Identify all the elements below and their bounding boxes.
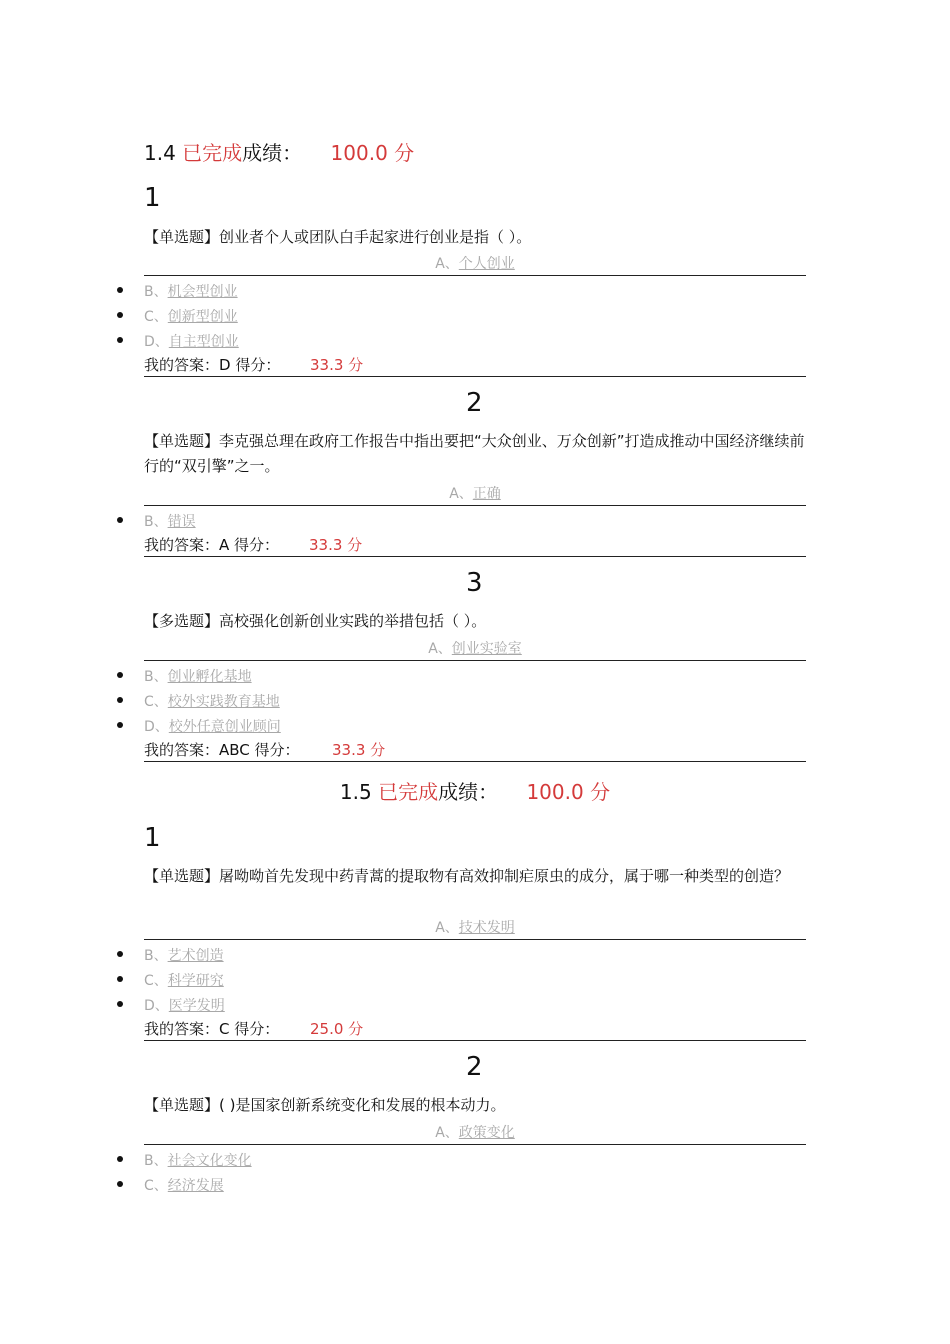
option-text: 技术发明 — [458, 920, 515, 936]
divider — [144, 1144, 806, 1145]
question-text: 【单选题】( )是国家创新系统变化和发展的根本动力。 — [144, 1096, 506, 1114]
option-letter: A、 — [435, 256, 459, 272]
section-number: 1.5 — [339, 780, 372, 804]
option-a[interactable] — [144, 917, 806, 937]
option-text: 政策变化 — [458, 1125, 515, 1141]
option-letter: C、 — [144, 1178, 168, 1194]
option-c[interactable] — [144, 691, 280, 711]
section-grade: 100.0 分 — [330, 141, 415, 165]
question-number: 2 — [466, 388, 483, 418]
answer-points: 33.3 分 — [309, 536, 363, 554]
bullet-icon — [117, 1001, 123, 1007]
divider — [144, 761, 806, 762]
bullet-icon — [117, 287, 123, 293]
option-b[interactable] — [144, 281, 238, 301]
question-number: 3 — [466, 568, 483, 598]
option-text: 错误 — [167, 514, 196, 530]
section-status: 已完成 — [378, 780, 439, 804]
option-letter: B、 — [144, 1153, 168, 1169]
divider — [144, 939, 806, 940]
option-b[interactable] — [144, 666, 252, 686]
section-grade: 100.0 分 — [526, 780, 611, 804]
option-b[interactable] — [144, 945, 224, 965]
option-text: 创新型创业 — [167, 309, 238, 325]
answer-points: 25.0 分 — [310, 1020, 364, 1038]
bullet-icon — [117, 672, 123, 678]
option-letter: A、 — [435, 1125, 459, 1141]
option-text: 艺术创造 — [167, 948, 224, 964]
divider — [144, 1040, 806, 1041]
question-text: 【单选题】屠呦呦首先发现中药青蒿的提取物有高效抑制疟原虫的成分，属于哪一种类型的创造？ — [144, 867, 790, 885]
bullet-icon — [117, 951, 123, 957]
option-a[interactable] — [144, 253, 806, 273]
divider — [144, 376, 806, 377]
divider — [144, 556, 806, 557]
option-d[interactable] — [144, 716, 281, 736]
option-letter: C、 — [144, 973, 168, 989]
answer-label: 我的答案：A 得分： — [144, 536, 280, 554]
option-b[interactable] — [144, 1150, 252, 1170]
divider — [144, 660, 806, 661]
grade-label: 成绩： — [242, 141, 303, 165]
option-text: 社会文化变化 — [167, 1153, 252, 1169]
question-text: 【单选题】创业者个人或团队白手起家进行创业是指（ ）。 — [144, 228, 532, 246]
option-text: 正确 — [472, 486, 501, 502]
bullet-icon — [117, 312, 123, 318]
divider — [144, 505, 806, 506]
option-text: 创业实验室 — [451, 641, 522, 657]
section-status: 已完成 — [182, 141, 243, 165]
bullet-icon — [117, 976, 123, 982]
section-number: 1.4 — [144, 141, 176, 165]
bullet-icon — [117, 517, 123, 523]
divider — [144, 275, 806, 276]
my-answer — [144, 354, 444, 375]
answer-label: 我的答案：ABC 得分： — [144, 741, 300, 759]
answer-points: 33.3 分 — [310, 356, 364, 374]
bullet-icon — [117, 697, 123, 703]
option-letter: C、 — [144, 309, 168, 325]
option-letter: B、 — [144, 669, 168, 685]
option-letter: B、 — [144, 514, 168, 530]
my-answer — [144, 1018, 444, 1039]
option-letter: D、 — [144, 334, 169, 350]
my-answer — [144, 534, 444, 555]
grade-label: 成绩： — [438, 780, 499, 804]
option-c[interactable] — [144, 970, 224, 990]
question-number: 2 — [466, 1052, 483, 1082]
bullet-icon — [117, 722, 123, 728]
option-c[interactable] — [144, 306, 238, 326]
bullet-icon — [117, 1156, 123, 1162]
answer-label: 我的答案：C 得分： — [144, 1020, 280, 1038]
option-text: 医学发明 — [168, 998, 225, 1014]
option-a[interactable] — [144, 638, 806, 658]
option-text: 自主型创业 — [168, 334, 239, 350]
section-1-5-header — [144, 776, 806, 805]
option-text: 科学研究 — [167, 973, 224, 989]
option-c[interactable] — [144, 1175, 224, 1195]
bullet-icon — [117, 1181, 123, 1187]
question-text: 【单选题】李克强总理在政府工作报告中指出要把“大众创业、万众创新”打造成推动中国经济继续前行的“双引擎”之一。 — [144, 432, 805, 475]
option-text: 创业孵化基地 — [167, 669, 252, 685]
option-letter: A、 — [449, 486, 473, 502]
option-letter: C、 — [144, 694, 168, 710]
answer-points: 33.3 分 — [332, 741, 386, 759]
option-text: 校外任意创业顾问 — [168, 719, 281, 735]
bullet-icon — [117, 337, 123, 343]
option-text: 经济发展 — [167, 1178, 224, 1194]
question-number: 1 — [144, 183, 161, 213]
option-d[interactable] — [144, 331, 239, 351]
my-answer — [144, 739, 444, 760]
option-b[interactable] — [144, 511, 196, 531]
section-1-4-header — [144, 137, 414, 166]
option-letter: A、 — [428, 641, 452, 657]
option-text: 校外实践教育基地 — [167, 694, 280, 710]
option-a[interactable] — [144, 483, 806, 503]
option-letter: B、 — [144, 948, 168, 964]
option-text: 个人创业 — [458, 256, 515, 272]
question-number: 1 — [144, 823, 161, 853]
option-a[interactable] — [144, 1122, 806, 1142]
answer-label: 我的答案：D 得分： — [144, 356, 281, 374]
option-letter: A、 — [435, 920, 459, 936]
option-letter: D、 — [144, 998, 169, 1014]
option-letter: D、 — [144, 719, 169, 735]
option-text: 机会型创业 — [167, 284, 238, 300]
option-letter: B、 — [144, 284, 168, 300]
question-text: 【多选题】高校强化创新创业实践的举措包括（ ）。 — [144, 612, 487, 630]
option-d[interactable] — [144, 995, 225, 1015]
